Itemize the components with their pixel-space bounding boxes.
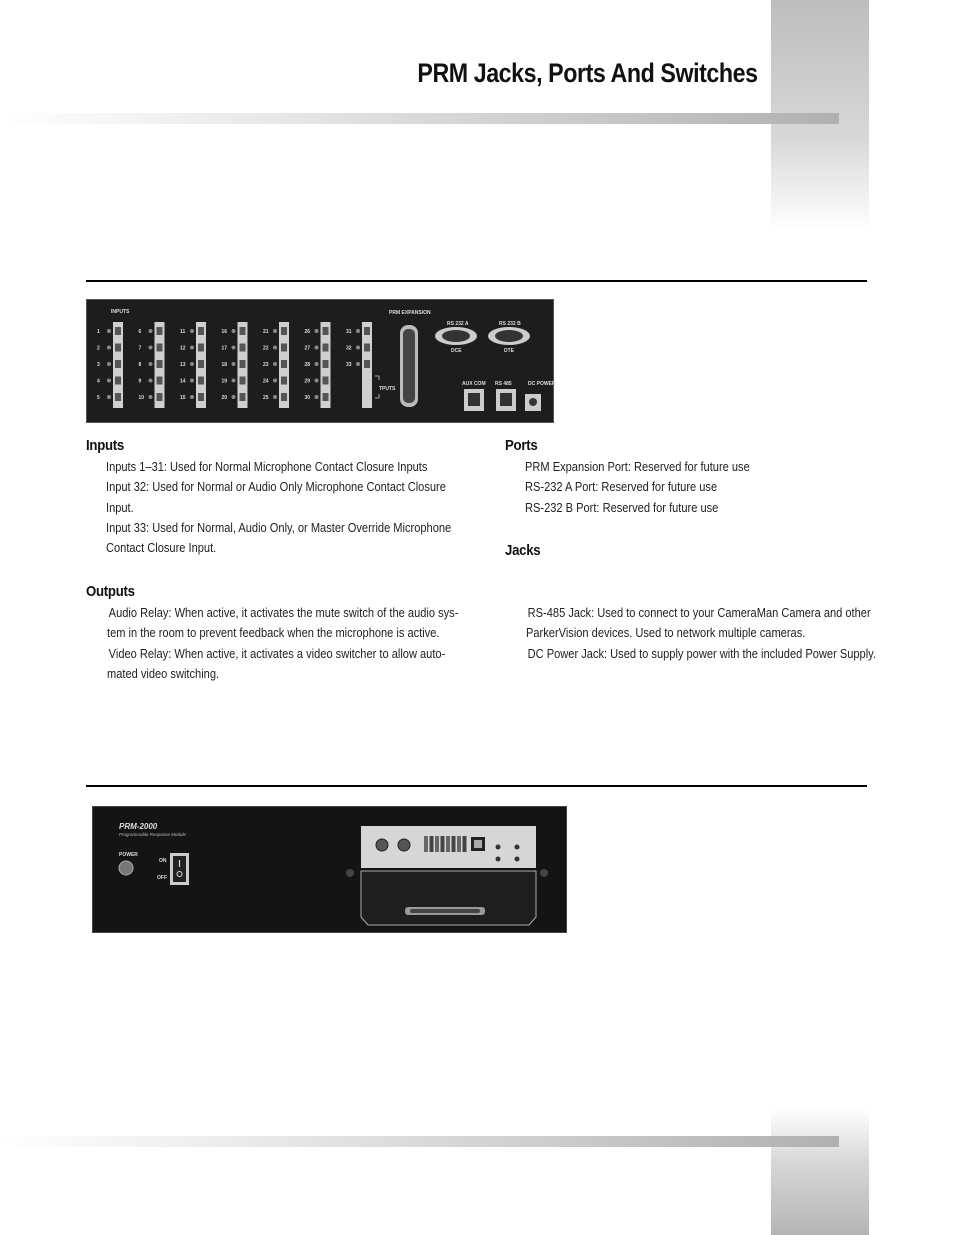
input-number: 11 — [180, 329, 186, 335]
front-panel-drawing — [93, 807, 568, 934]
outputs-line: Audio Relay: When active, it activates the mute switch of the audio sys- — [108, 605, 459, 620]
input-number: 15 — [180, 395, 186, 401]
input-led — [232, 329, 236, 333]
power-label: POWER — [119, 852, 138, 858]
terminal-screw — [240, 327, 246, 335]
rs232a-sub: DCE — [451, 348, 462, 354]
input-led — [107, 346, 111, 350]
input-number: 30 — [304, 395, 311, 401]
input-number: 16 — [221, 329, 228, 335]
input-led — [107, 379, 111, 383]
input-number: 22 — [263, 345, 269, 352]
input-led — [315, 346, 319, 350]
dip-switch — [430, 836, 434, 852]
ports-line: RS-232 A Port: Reserved for future use — [525, 479, 718, 495]
terminal-screw — [281, 393, 287, 401]
ports-text — [525, 457, 750, 518]
dip-switch — [452, 836, 456, 852]
inputs-line: Input 33: Used for Normal, Audio Only, or Master Override Microphone — [106, 519, 452, 535]
input-led — [232, 346, 236, 350]
input-led — [356, 362, 360, 366]
terminal-screw — [364, 344, 370, 352]
input-number: 24 — [263, 378, 269, 385]
input-led — [190, 346, 194, 350]
input-number: 26 — [304, 329, 311, 335]
terminal-screw — [364, 327, 370, 335]
input-number: 20 — [221, 395, 228, 401]
input-led — [356, 346, 360, 350]
front-model: PRM-2000 — [119, 822, 158, 831]
input-number: 29 — [304, 378, 311, 385]
terminal-screw — [281, 377, 287, 385]
input-led — [273, 362, 277, 366]
terminal-screw — [240, 393, 246, 401]
dip-switch — [446, 836, 450, 852]
terminal-blocks — [97, 322, 372, 408]
terminal-screw — [198, 377, 204, 385]
terminal-screw — [281, 360, 287, 368]
input-led — [273, 346, 277, 350]
power-indicator — [119, 861, 133, 875]
input-led — [149, 395, 153, 399]
jacks-line: DC Power Jack: Used to supply power with the included Power Supply. — [527, 645, 876, 661]
input-led — [273, 395, 277, 399]
dip-switch — [441, 836, 445, 852]
auxcom-label: AUX COM — [462, 381, 486, 387]
input-led — [190, 395, 194, 399]
input-number: 14 — [180, 378, 186, 385]
terminal-screw — [323, 393, 329, 401]
outputs-bracket-top — [375, 376, 379, 380]
input-led — [232, 379, 236, 383]
input-led — [107, 329, 111, 333]
expansion-bay — [361, 871, 536, 925]
front-panel-image — [92, 806, 567, 933]
input-number: 8 — [138, 362, 142, 368]
outputs-line: mated video switching. — [107, 665, 220, 681]
led-1 — [496, 845, 501, 850]
input-number: 32 — [346, 345, 352, 352]
terminal-screw — [198, 327, 204, 335]
input-number: 2 — [97, 345, 100, 352]
led-3 — [496, 857, 501, 862]
terminal-screw — [240, 360, 246, 368]
auxcom-jack-inner — [468, 393, 480, 406]
terminal-screw — [323, 377, 329, 385]
bay-connector-inner — [410, 909, 480, 913]
terminal-screw — [364, 360, 370, 368]
rotary-switch-2 — [398, 839, 410, 851]
page-tab-bottom — [771, 1108, 869, 1235]
input-led — [107, 362, 111, 366]
input-number: 10 — [138, 395, 145, 401]
input-led — [190, 329, 194, 333]
inputs-line: Inputs 1–31: Used for Normal Microphone Contact Closure Inputs — [106, 459, 428, 474]
rs232b-sub: DTE — [504, 348, 514, 354]
terminal-screw — [281, 327, 287, 335]
outputs-line: tem in the room to prevent feedback when the microphone is active. — [107, 625, 440, 641]
input-led — [356, 329, 360, 333]
rs232b-port-inner — [495, 330, 523, 342]
input-led — [190, 379, 194, 383]
power-switch-rocker — [173, 856, 186, 882]
rs485-label: RS 485 — [495, 381, 512, 387]
inputs-line: Input 32: Used for Normal or Audio Only Microphone Contact Closure — [106, 479, 446, 495]
mount-screw-right — [540, 869, 548, 877]
inputs-line: Input. — [106, 499, 134, 515]
input-led — [315, 379, 319, 383]
input-led — [190, 362, 194, 366]
terminal-screw — [281, 344, 287, 352]
input-led — [315, 395, 319, 399]
input-number: 19 — [221, 378, 228, 385]
terminal-screw — [198, 360, 204, 368]
input-number: 6 — [138, 329, 142, 335]
terminal-screw — [157, 327, 163, 335]
input-number: 33 — [346, 362, 352, 368]
terminal-screw — [157, 344, 163, 352]
terminal-screw — [115, 377, 121, 385]
back-panel-drawing — [87, 300, 555, 424]
rotary-switch-1 — [376, 839, 388, 851]
dc-power-jack-inner — [529, 398, 537, 406]
outputs-text — [107, 603, 458, 684]
terminal-screw — [115, 344, 121, 352]
input-number: 3 — [97, 362, 100, 368]
input-led — [315, 362, 319, 366]
input-number: 28 — [304, 362, 311, 368]
input-led — [273, 329, 277, 333]
inputs-line: Contact Closure Input. — [106, 540, 217, 556]
inputs-text — [106, 457, 451, 558]
led-2 — [515, 845, 520, 850]
terminal-screw — [115, 393, 121, 401]
terminal-screw — [198, 393, 204, 401]
inputs-label: INPUTS — [111, 309, 130, 315]
input-led — [149, 346, 153, 350]
rs232a-port-inner — [442, 330, 470, 342]
input-number: 12 — [180, 345, 186, 352]
terminal-screw — [323, 344, 329, 352]
input-number: 31 — [346, 329, 352, 335]
ports-line: RS-232 B Port: Reserved for future use — [525, 499, 719, 515]
outputs-line: Video Relay: When active, it activates a video switcher to allow auto- — [108, 645, 446, 661]
terminal-screw — [198, 344, 204, 352]
input-number: 27 — [304, 345, 311, 352]
jacks-line: ParkerVision devices. Used to network multiple cameras. — [526, 625, 806, 641]
footer-gradient-bar — [0, 1136, 839, 1147]
jacks-text — [526, 603, 876, 664]
input-led — [232, 362, 236, 366]
input-number: 4 — [97, 378, 100, 385]
jacks-line: RS-485 Jack: Used to connect to your CameraMan Camera and other — [527, 605, 871, 620]
dip-switch — [463, 836, 467, 852]
terminal-screw — [157, 377, 163, 385]
jacks-heading: Jacks — [505, 542, 541, 559]
expansion-label: PRM EXPANSION — [389, 310, 431, 316]
ports-heading: Ports — [505, 437, 538, 454]
terminal-screw — [240, 377, 246, 385]
input-number: 18 — [221, 362, 228, 368]
input-number: 17 — [221, 345, 228, 352]
terminal-screw — [323, 360, 329, 368]
front-subtitle: Programmable Response Module — [119, 832, 187, 837]
terminal-screw — [157, 360, 163, 368]
dip-switch — [457, 836, 461, 852]
terminal-screw — [157, 393, 163, 401]
input-led — [273, 379, 277, 383]
input-number: 7 — [138, 345, 142, 352]
rs485-jack-inner — [500, 393, 512, 406]
input-number: 13 — [180, 362, 186, 368]
input-led — [149, 379, 153, 383]
rs232a-label: RS 232 A — [447, 321, 469, 327]
mount-screw-left — [346, 869, 354, 877]
ports-line: PRM Expansion Port: Reserved for future use — [525, 459, 750, 474]
terminal-screw — [115, 360, 121, 368]
input-number: 23 — [263, 362, 269, 368]
section-divider-top — [86, 280, 867, 282]
outputs-heading: Outputs — [86, 583, 135, 600]
dip-switch — [435, 836, 439, 852]
terminal-screw — [240, 344, 246, 352]
terminal-screw — [115, 327, 121, 335]
reset-button-face — [474, 840, 482, 848]
expansion-port-inner — [403, 329, 415, 403]
input-led — [149, 362, 153, 366]
dcpower-label: DC POWER — [528, 381, 555, 387]
back-panel-image — [86, 299, 554, 423]
page-title: PRM Jacks, Ports And Switches — [417, 58, 758, 88]
off-label: OFF — [157, 875, 167, 881]
input-led — [315, 329, 319, 333]
dip-switch — [424, 836, 428, 852]
section-divider-bottom — [86, 785, 867, 787]
on-label: ON — [159, 858, 167, 864]
input-number: 1 — [97, 329, 100, 335]
outputs-bracket-bottom — [375, 394, 379, 398]
outputs-label: TPUTS — [379, 386, 396, 392]
input-led — [232, 395, 236, 399]
input-led — [149, 329, 153, 333]
header-gradient-bar — [0, 113, 839, 124]
input-number: 21 — [263, 329, 269, 335]
led-4 — [515, 857, 520, 862]
terminal-screw — [323, 327, 329, 335]
input-number: 25 — [263, 395, 269, 401]
input-number: 5 — [97, 395, 100, 401]
rs232b-label: RS 232 B — [499, 321, 521, 327]
inputs-heading: Inputs — [86, 437, 125, 454]
input-led — [107, 395, 111, 399]
input-number: 9 — [138, 378, 142, 385]
